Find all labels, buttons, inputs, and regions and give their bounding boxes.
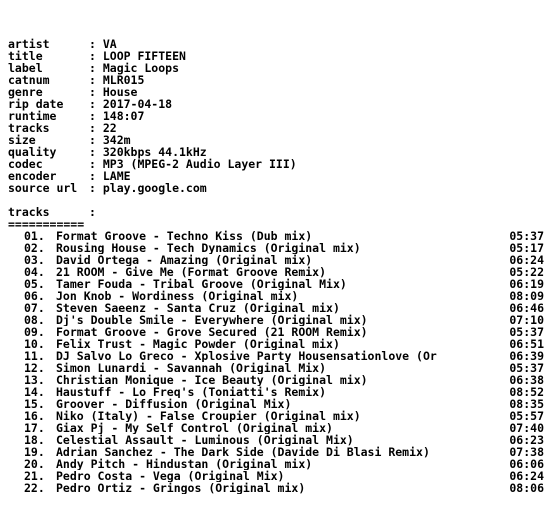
- track-row: [8, 350, 544, 362]
- track-duration: 06:23: [509, 434, 544, 446]
- track-title: Celestial Assault - Luminous (Original Mix): [56, 434, 354, 446]
- track-number: 12.: [24, 362, 45, 374]
- track-number: 05.: [24, 278, 45, 290]
- track-row: [8, 374, 544, 386]
- metadata-key: encoder: [8, 169, 57, 183]
- metadata-value: : MP3 (MPEG-2 Audio Layer III): [89, 157, 297, 171]
- track-duration: 05:22: [509, 266, 544, 278]
- track-row: [8, 398, 544, 410]
- metadata-key: title: [8, 49, 43, 63]
- track-row: [8, 458, 544, 470]
- track-title: 21 ROOM - Give Me (Format Groove Remix): [56, 266, 327, 278]
- track-row: [8, 434, 544, 446]
- metadata-key: label: [8, 61, 43, 75]
- metadata-key: catnum: [8, 73, 50, 87]
- track-title: Niko (Italy) - False Croupier (Original mix): [56, 410, 361, 422]
- track-title: Groover - Diffusion (Original Mix): [56, 398, 292, 410]
- track-title: Pedro Costa - Vega (Original Mix): [56, 470, 285, 482]
- metadata-value: : 320kbps 44.1kHz: [89, 145, 207, 159]
- track-row: [8, 470, 544, 482]
- track-row: [8, 482, 544, 494]
- metadata-value: : Magic Loops: [89, 61, 180, 75]
- track-number: 10.: [24, 338, 45, 350]
- separator-line: ===========: [8, 217, 85, 231]
- track-number: 06.: [24, 290, 45, 302]
- track-title: Jon Knob - Wordiness (Original mix): [56, 290, 299, 302]
- track-duration: 05:57: [509, 410, 544, 422]
- tracks-heading-colon: :: [89, 205, 96, 219]
- track-duration: 08:09: [509, 290, 544, 302]
- metadata-key: size: [8, 133, 36, 147]
- track-number: 16.: [24, 410, 45, 422]
- track-number: 22.: [24, 482, 45, 494]
- track-title: Format Groove - Techno Kiss (Dub mix): [56, 230, 313, 242]
- track-row: [8, 314, 544, 326]
- metadata-key: quality: [8, 145, 57, 159]
- track-title: Rousing House - Tech Dynamics (Original mix): [56, 242, 361, 254]
- metadata-key: tracks: [8, 121, 50, 135]
- track-duration: 06:19: [509, 278, 544, 290]
- track-row: [8, 302, 544, 314]
- metadata-key: rip date: [8, 97, 64, 111]
- track-duration: 06:51: [509, 338, 544, 350]
- metadata-key: codec: [8, 157, 43, 171]
- metadata-value: : House: [89, 85, 138, 99]
- track-row: [8, 338, 544, 350]
- track-duration: 07:40: [509, 422, 544, 434]
- metadata-value: : 342m: [89, 133, 131, 147]
- track-number: 02.: [24, 242, 45, 254]
- track-row: [8, 410, 544, 422]
- track-number: 19.: [24, 446, 45, 458]
- track-title: Dj's Double Smile - Everywhere (Original mix): [56, 314, 368, 326]
- track-duration: 06:24: [509, 470, 544, 482]
- track-row: [8, 326, 544, 338]
- track-duration: 06:46: [509, 302, 544, 314]
- track-duration: 08:52: [509, 386, 544, 398]
- track-row: [8, 266, 544, 278]
- metadata-value: : 2017-04-18: [89, 97, 173, 111]
- track-title: Format Groove - Grove Secured (21 ROOM Remix): [56, 326, 368, 338]
- track-row: [8, 446, 544, 458]
- metadata-value: : VA: [89, 37, 117, 51]
- track-row: [8, 362, 544, 374]
- track-list: [8, 230, 544, 494]
- track-title: DJ Salvo Lo Greco - Xplosive Party Housensationlove (Or: [56, 350, 437, 362]
- metadata-value: : LAME: [89, 169, 131, 183]
- track-number: 08.: [24, 314, 45, 326]
- track-duration: 05:37: [509, 326, 544, 338]
- track-title: Felix Trust - Magic Powder (Original mix): [56, 338, 340, 350]
- track-duration: 06:38: [509, 374, 544, 386]
- track-number: 13.: [24, 374, 45, 386]
- track-number: 11.: [24, 350, 45, 362]
- track-number: 01.: [24, 230, 45, 242]
- track-duration: 08:35: [509, 398, 544, 410]
- track-duration: 06:39: [509, 350, 544, 362]
- track-duration: 07:10: [509, 314, 544, 326]
- track-duration: 05:17: [509, 242, 544, 254]
- track-number: 03.: [24, 254, 45, 266]
- track-number: 14.: [24, 386, 45, 398]
- track-duration: 08:06: [509, 482, 544, 494]
- track-row: [8, 422, 544, 434]
- track-row: [8, 254, 544, 266]
- track-duration: 05:37: [509, 362, 544, 374]
- track-row: [8, 230, 544, 242]
- track-title: Andy Pitch - Hindustan (Original mix): [56, 458, 313, 470]
- track-number: 04.: [24, 266, 45, 278]
- track-number: 15.: [24, 398, 45, 410]
- metadata-value: : play.google.com: [89, 181, 207, 195]
- metadata-value: : LOOP FIFTEEN: [89, 49, 186, 63]
- track-duration: 05:37: [509, 230, 544, 242]
- track-number: 18.: [24, 434, 45, 446]
- metadata-key: source url: [8, 181, 78, 195]
- track-duration: 07:38: [509, 446, 544, 458]
- track-title: Simon Lunardi - Savannah (Original Mix): [56, 362, 327, 374]
- track-title: Adrian Sanchez - The Dark Side (Davide Di Blasi Remix): [56, 446, 430, 458]
- metadata-row: [8, 182, 544, 194]
- metadata-key: runtime: [8, 109, 57, 123]
- metadata-key: genre: [8, 85, 43, 99]
- track-title: Pedro Ortiz - Gringos (Original mix): [56, 482, 306, 494]
- track-number: 20.: [24, 458, 45, 470]
- track-title: David Ortega - Amazing (Original mix): [56, 254, 313, 266]
- metadata-value: : 148:07: [89, 109, 145, 123]
- track-title: Christian Monique - Ice Beauty (Original mix): [56, 374, 368, 386]
- track-title: Haustuff - Lo Freq's (Toniatti's Remix): [56, 386, 327, 398]
- track-row: [8, 386, 544, 398]
- track-number: 21.: [24, 470, 45, 482]
- tracks-heading-key: tracks: [8, 205, 50, 219]
- track-row: [8, 290, 544, 302]
- track-number: 17.: [24, 422, 45, 434]
- metadata-value: : 22: [89, 121, 117, 135]
- track-duration: 06:06: [509, 458, 544, 470]
- track-number: 07.: [24, 302, 45, 314]
- metadata-block: [8, 38, 544, 194]
- tracks-heading: [8, 206, 544, 218]
- track-duration: 06:24: [509, 254, 544, 266]
- track-row: [8, 278, 544, 290]
- track-row: [8, 242, 544, 254]
- metadata-value: : MLR015: [89, 73, 145, 87]
- nfo-document: [8, 38, 544, 494]
- track-title: Tamer Fouda - Tribal Groove (Original Mix): [56, 278, 347, 290]
- track-number: 09.: [24, 326, 45, 338]
- track-title: Giax Pj - My Self Control (Original mix): [56, 422, 333, 434]
- track-title: Steven Saeenz - Santa Cruz (Original mix): [56, 302, 340, 314]
- metadata-key: artist: [8, 37, 50, 51]
